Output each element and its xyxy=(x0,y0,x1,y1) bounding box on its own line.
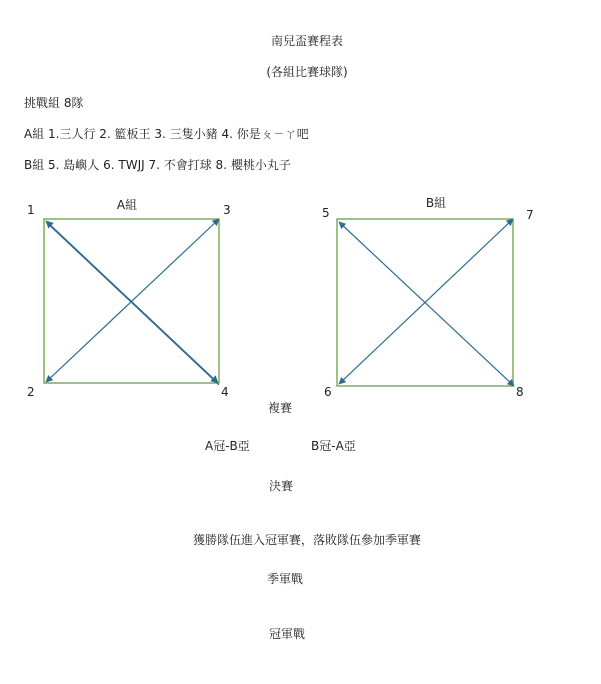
node-4: 4 xyxy=(221,385,229,399)
node-8: 8 xyxy=(516,385,524,399)
final-heading: 決賽 xyxy=(268,479,294,493)
node-2: 2 xyxy=(27,385,35,399)
semifinal-match-1: A冠-B亞 xyxy=(205,439,250,453)
subtitle: (各組比賽球隊) xyxy=(266,65,348,79)
node-1: 1 xyxy=(27,203,35,217)
node-7: 7 xyxy=(526,208,534,222)
group-b-diagonal-7-6 xyxy=(339,219,513,384)
node-6: 6 xyxy=(324,385,332,399)
final-rule-note: 獲勝隊伍進入冠軍賽，落敗隊伍參加季軍賽 xyxy=(192,533,422,547)
group-b-diagram xyxy=(337,219,514,386)
group-a-diagram xyxy=(44,219,219,385)
node-5: 5 xyxy=(322,206,330,220)
group-a-diagonal-3-2 xyxy=(46,219,219,382)
championship-match: 冠軍戰 xyxy=(268,627,306,641)
repechage-heading: 複賽 xyxy=(267,401,293,415)
challenge-group-heading: 挑戰組 8隊 xyxy=(24,96,84,110)
group-b-label: B組 xyxy=(425,196,447,210)
group-b-teams: B組 5. 島嶼人 6. TWJJ 7. 不會打球 8. 櫻桃小丸子 xyxy=(24,158,291,172)
group-a-label: A組 xyxy=(116,198,138,212)
node-3: 3 xyxy=(223,203,231,217)
group-b-diagonal-5-8 xyxy=(339,222,514,386)
group-a-teams: A組 1.三人行 2. 籃板王 3. 三隻小豬 4. 你是ㄆㄧㄚ吧 xyxy=(24,127,309,141)
group-a-diagonal-1-4-double xyxy=(47,223,219,385)
page-title: 南兒盃賽程表 xyxy=(270,34,344,48)
semifinal-match-2: B冠-A亞 xyxy=(311,439,356,453)
group-a-diagonal-1-4 xyxy=(46,221,218,383)
third-place-match: 季軍戰 xyxy=(266,572,304,586)
